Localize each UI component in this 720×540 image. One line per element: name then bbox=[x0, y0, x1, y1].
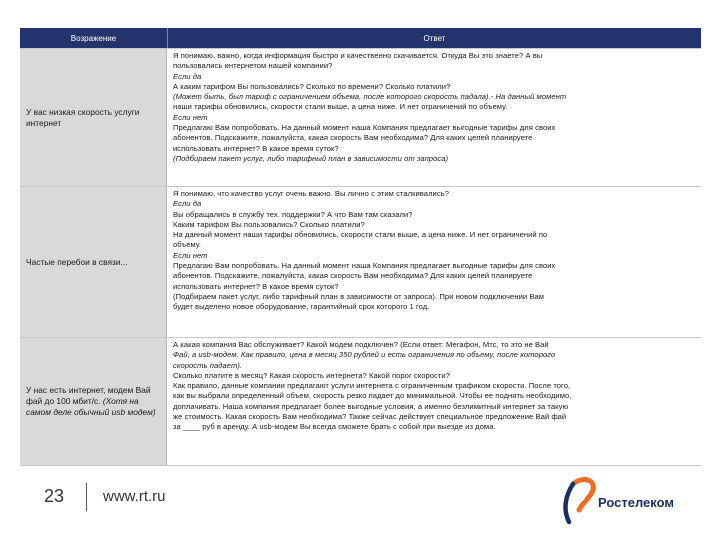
answer-line: Как правило, данные компании предлагают услуги интернета с ограниченным трафиком скорости. После того, bbox=[173, 381, 571, 391]
answer-line: будет выделено новое оборудование, гарантийный срок которого 1 год. bbox=[173, 302, 430, 312]
page-number: 23 bbox=[44, 486, 65, 506]
answer-line: Каким тарифом Вы пользовались? Сколько платили? bbox=[173, 219, 365, 229]
objection-text: Частые перебои в связи... bbox=[26, 256, 128, 267]
objection-cell bbox=[20, 338, 167, 465]
objection-main: У нас есть интернет, модем Вай фай до 100 мбит/с. bbox=[26, 385, 151, 406]
answer-line: как вы выбрали определенный объем, скорость резко падает до минимальной. Чтобы ее поднять необходимо, bbox=[173, 391, 572, 401]
answer-line: за ____ руб в аренду. А usb-модем Вы всегда сможете брать с собой при выезде из дома. bbox=[173, 422, 496, 432]
answer-line: доплачивать. Наша компания предлагает более выгодные условия, а именно безлимитный интернет за такую bbox=[173, 401, 569, 411]
footer-url: www.rt.ru bbox=[103, 488, 166, 505]
objection-text: У вас низкая скорость услуги интернет bbox=[26, 106, 140, 128]
answer-line: скорость падает). bbox=[173, 360, 243, 370]
table-row bbox=[20, 48, 701, 186]
answer-line: Сколько платите в месяц? Какая скорость интернета? Какой порог скорости? bbox=[173, 370, 450, 380]
answer-line: Если да bbox=[173, 199, 202, 209]
header-objection: Возражение bbox=[20, 28, 168, 48]
answer-line: использовать интернет? В какое время суток? bbox=[173, 143, 339, 153]
table-header bbox=[20, 28, 701, 48]
answer-line: Предлагаю Вам попробовать. На данный момент наша Компания предлагает выгодные тарифы для своих bbox=[173, 261, 556, 271]
objection-note: (Хотя на самом деле обычный usb модем) bbox=[26, 396, 156, 417]
logo-text: Ростелеком bbox=[598, 495, 674, 510]
answer-line: же стоимость. Какая скорость Вам необходима? Также сейчас действует специальное предложение Вай фай bbox=[173, 412, 567, 422]
answer-line: (Подбираем пакет услуг, либо тарифный план в зависимости от запроса). При новом подключении Вам bbox=[173, 291, 544, 301]
answer-line: (Может быть, был тариф с ограничением объема, после которого скорость падала).- На данный момент bbox=[173, 92, 567, 102]
answer-line: Если нет bbox=[173, 112, 208, 122]
answer-cell bbox=[167, 49, 701, 186]
answer-line: Фай, а usb-модем. Как правило, цена в месяц 350 рублей и есть ограничения по объему, после которого bbox=[173, 350, 556, 360]
answer-cell bbox=[167, 338, 701, 465]
answer-line: наши тарифы обновились, скорости стали выше, а цена ниже. И нет ограничений по объему. bbox=[173, 102, 508, 112]
table-row bbox=[20, 186, 701, 337]
answer-cell bbox=[167, 187, 701, 337]
table-row bbox=[20, 337, 701, 466]
objection-cell bbox=[20, 49, 167, 186]
answer-line: А каким тарифом Вы пользовались? Сколько по времени? Сколько платили? bbox=[173, 81, 451, 91]
answer-line: абонентов. Подскажите, пожалуйста, какая скорость Вам необходима? Для каких целей планируете bbox=[173, 271, 533, 281]
answer-line: Я понимаю, важно, когда информация быстро и качественно скачивается. Откуда Вы это знаете? А вы bbox=[173, 51, 543, 60]
answer-line: Предлагаю Вам попробовать. На данный момент наша Компания предлагает выгодные тарифы для своих bbox=[173, 123, 556, 133]
footer-divider bbox=[86, 483, 87, 511]
objections-table bbox=[20, 28, 701, 466]
answer-line: Если нет bbox=[173, 250, 208, 260]
answer-line: Я понимаю, что качество услуг очень важно. Вы лично с этим сталкивались? bbox=[173, 189, 449, 198]
objection-cell bbox=[20, 187, 167, 337]
header-answer: Ответ bbox=[423, 33, 446, 43]
objection-text bbox=[26, 385, 160, 418]
answer-line: Вы обращались в службу тех. поддержки? А что Вам там сказали? bbox=[173, 209, 413, 219]
answer-line: (Подбираем пакет услуг, либо тарифный план в зависимости от запроса) bbox=[173, 153, 449, 163]
answer-line: абонентов. Подскажите, пожалуйста, какая скорость Вам необходима? Для каких целей планируете bbox=[173, 133, 533, 143]
answer-line: объему. bbox=[173, 240, 202, 250]
answer-line: А какая компания Вас обслуживает? Какой модем подключен? (Если ответ: Мегафон, Мтс, то это не Вай bbox=[173, 340, 549, 349]
answer-line: На данный момент наши тарифы обновились, скорости стали выше, а цена ниже. И нет ограничений по bbox=[173, 230, 548, 240]
answer-line: Если да bbox=[173, 71, 202, 81]
answer-line: использовать интернет? В какое время суток? bbox=[173, 281, 339, 291]
answer-line: пользовались интернетом нашей компании? bbox=[173, 61, 333, 71]
